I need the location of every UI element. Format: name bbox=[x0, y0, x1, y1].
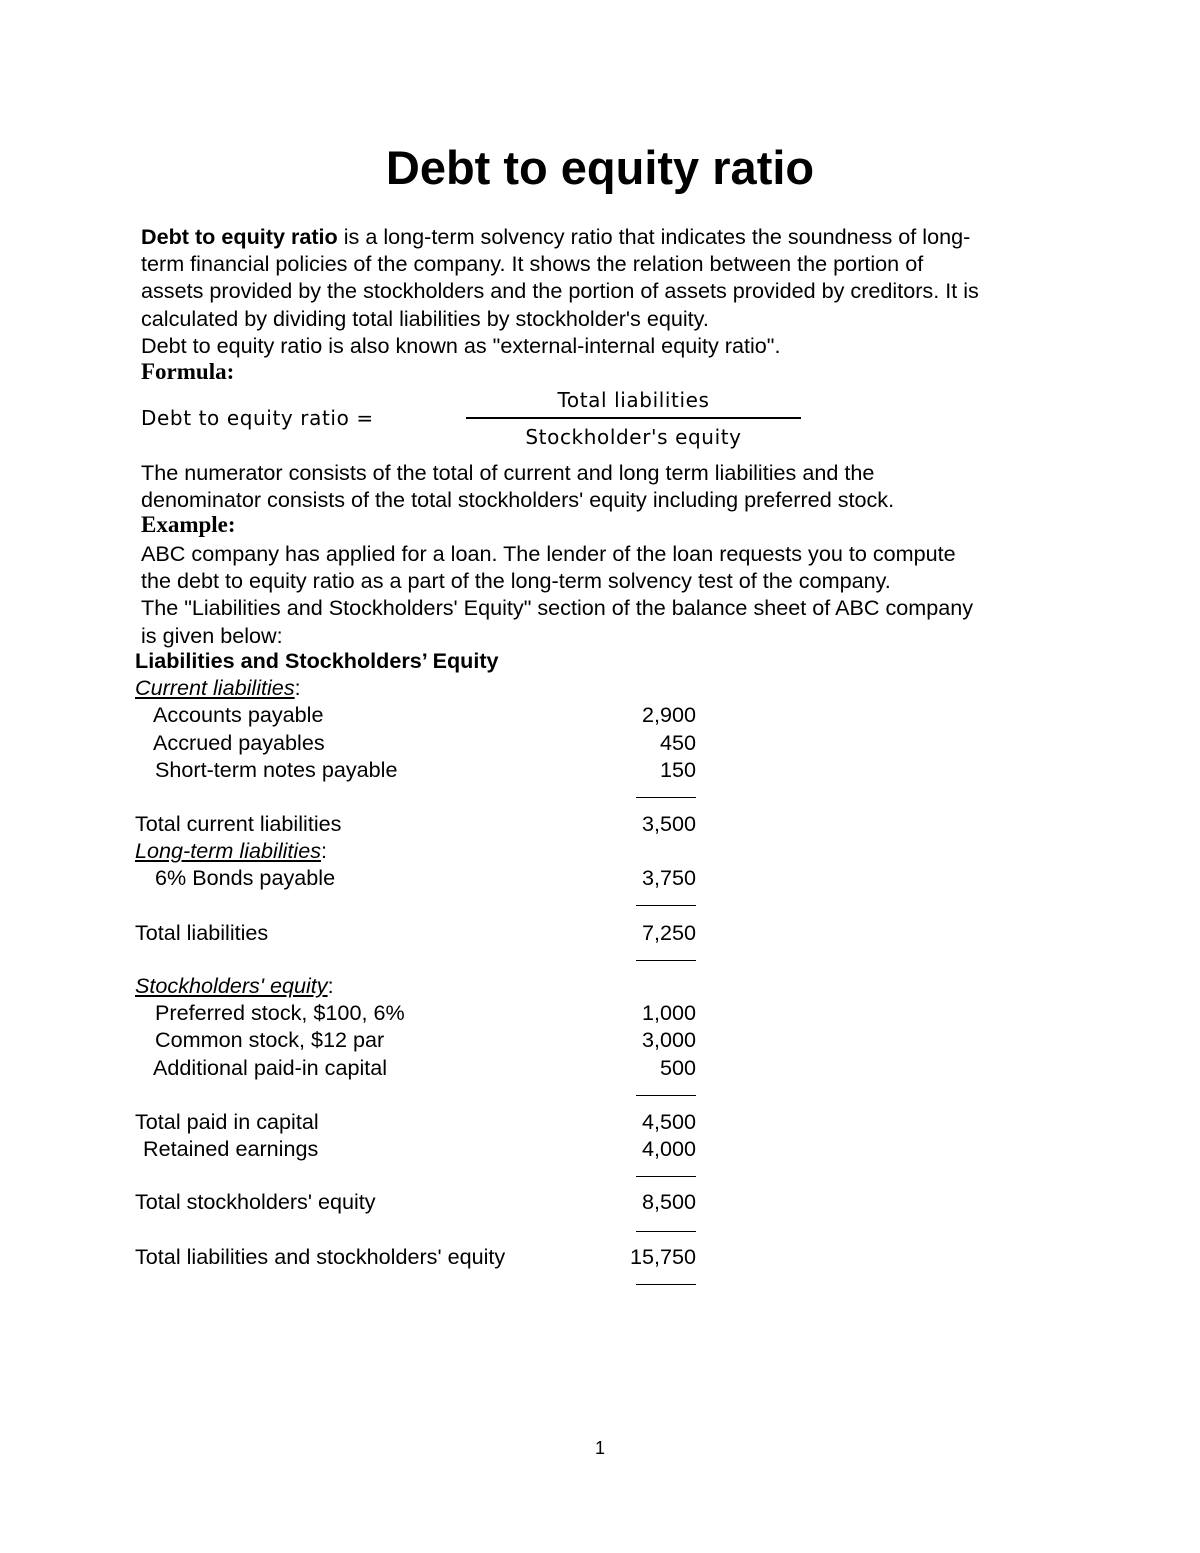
row-value: 1,000 bbox=[641, 1000, 696, 1025]
row-value: 3,000 bbox=[641, 1027, 696, 1052]
formula-heading: Formula: bbox=[141, 359, 235, 384]
current-liabilities-label: Current liabilities bbox=[135, 675, 295, 700]
subtotal-rule bbox=[636, 960, 696, 961]
formula-denominator: Stockholder's equity bbox=[525, 425, 742, 449]
fraction-bar bbox=[466, 417, 801, 419]
example-paragraph bbox=[141, 540, 1071, 649]
table-row bbox=[0, 1055, 1200, 1082]
row-label: Total liabilities bbox=[135, 920, 269, 945]
table-row bbox=[0, 865, 1200, 892]
intro-bold-term: Debt to equity ratio bbox=[141, 224, 338, 249]
row-label: Accrued payables bbox=[153, 730, 325, 755]
row-label: Common stock, $12 par bbox=[155, 1027, 385, 1052]
intro-line-2: term financial policies of the company. It shows the relation between the portion of bbox=[141, 251, 924, 277]
row-label: Total paid in capital bbox=[135, 1109, 319, 1134]
row-label: Additional paid-in capital bbox=[153, 1055, 388, 1080]
row-value: 15,750 bbox=[629, 1244, 696, 1269]
intro-line-5: Debt to equity ratio is also known as "external-internal equity ratio". bbox=[141, 332, 781, 358]
table-row bbox=[0, 757, 1200, 784]
subtotal-rule bbox=[636, 1176, 696, 1177]
explanation-line-1: The numerator consists of the total of current and long term liabilities and the bbox=[141, 460, 875, 485]
row-label: 6% Bonds payable bbox=[155, 865, 336, 890]
table-row bbox=[0, 1189, 1200, 1216]
explanation-line-2: denominator consists of the total stockholders' equity including preferred stock. bbox=[141, 487, 895, 513]
table-row bbox=[0, 730, 1200, 757]
section-stockholders-equity: Stockholders' equity: bbox=[135, 973, 334, 998]
section-long-term-liabilities: Long-term liabilities: bbox=[135, 838, 328, 863]
page-number: 1 bbox=[594, 1438, 605, 1458]
section-current-liabilities: Current liabilities: bbox=[135, 675, 301, 700]
formula-lhs: Debt to equity ratio = bbox=[141, 406, 374, 430]
example-line-3: The "Liabilities and Stockholders' Equity" section of the balance sheet of ABC company bbox=[141, 595, 974, 621]
row-value: 4,000 bbox=[641, 1136, 696, 1161]
intro-paragraph bbox=[141, 223, 1071, 359]
intro-line-3: assets provided by the stockholders and the portion of assets provided by creditors. It is bbox=[141, 278, 979, 304]
total-rule bbox=[636, 1284, 696, 1285]
row-label: Total liabilities and stockholders' equity bbox=[135, 1244, 506, 1269]
stockholders-equity-label: Stockholders' equity bbox=[135, 973, 328, 998]
table-row bbox=[0, 702, 1200, 729]
subtotal-rule bbox=[636, 905, 696, 906]
intro-line-4: calculated by dividing total liabilities by stockholder's equity. bbox=[141, 305, 709, 331]
page-title: Debt to equity ratio bbox=[385, 141, 815, 194]
formula-equation bbox=[141, 384, 821, 454]
long-term-liabilities-label: Long-term liabilities bbox=[135, 838, 322, 863]
table-row bbox=[0, 1000, 1200, 1027]
row-value: 2,900 bbox=[641, 702, 696, 727]
subtotal-rule bbox=[636, 797, 696, 798]
table-row bbox=[0, 1244, 1200, 1271]
row-value: 150 bbox=[659, 757, 696, 782]
table-row bbox=[0, 1136, 1200, 1163]
row-label: Accounts payable bbox=[153, 702, 324, 727]
table-row bbox=[0, 1109, 1200, 1136]
row-value: 3,750 bbox=[641, 865, 696, 890]
example-line-2: the debt to equity ratio as a part of the long-term solvency test of the company. bbox=[141, 568, 891, 594]
table-row bbox=[0, 920, 1200, 947]
intro-line-1: is a long-term solvency ratio that indicates the soundness of long- bbox=[337, 224, 971, 249]
explanation-paragraph bbox=[141, 459, 1071, 513]
example-line-4: is given below: bbox=[141, 622, 283, 648]
row-label: Total current liabilities bbox=[135, 811, 342, 836]
row-label: Total stockholders' equity bbox=[135, 1189, 376, 1214]
subtotal-rule bbox=[636, 1095, 696, 1096]
subtotal-rule bbox=[636, 1231, 696, 1232]
row-label: Preferred stock, $100, 6% bbox=[155, 1000, 405, 1025]
row-value: 8,500 bbox=[641, 1189, 696, 1214]
row-value: 450 bbox=[659, 730, 696, 755]
example-heading: Example: bbox=[141, 512, 236, 537]
row-value: 4,500 bbox=[641, 1109, 696, 1134]
table-row bbox=[0, 811, 1200, 838]
row-value: 7,250 bbox=[641, 920, 696, 945]
row-label: Short-term notes payable bbox=[155, 757, 398, 782]
example-line-1: ABC company has applied for a loan. The lender of the loan requests you to compute bbox=[141, 541, 956, 566]
table-row bbox=[0, 1027, 1200, 1054]
row-value: 3,500 bbox=[641, 811, 696, 836]
row-value: 500 bbox=[659, 1055, 696, 1080]
balance-sheet-heading: Liabilities and Stockholders’ Equity bbox=[135, 648, 499, 673]
formula-numerator: Total liabilities bbox=[557, 388, 710, 412]
row-label: Retained earnings bbox=[143, 1136, 319, 1161]
